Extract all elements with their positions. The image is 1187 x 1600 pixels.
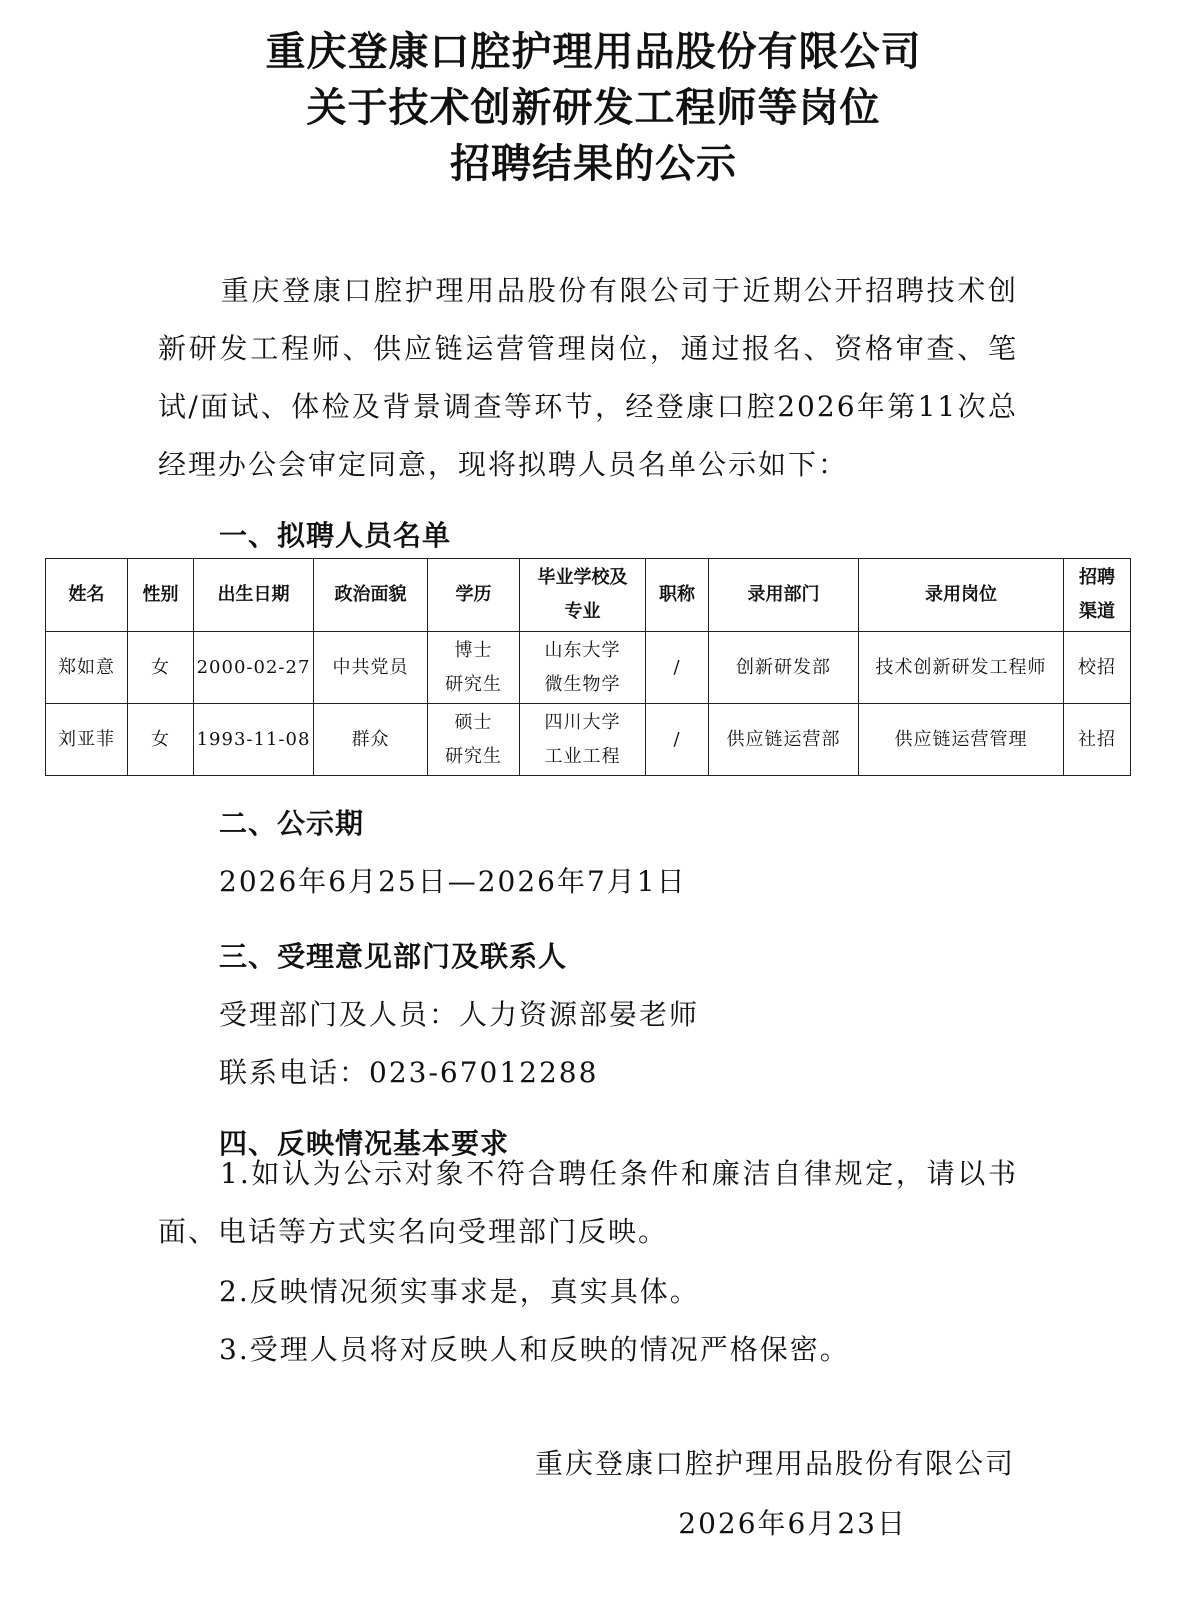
section3-heading: 三、受理意见部门及联系人 (219, 940, 568, 973)
cell-position: 供应链运营管理 (859, 704, 1064, 776)
title-line-2: 关于技术创新研发工程师等岗位 (306, 85, 881, 131)
table-header-row (46, 559, 1131, 632)
col-title: 职称 (646, 559, 709, 632)
cell-political: 群众 (314, 704, 428, 776)
requirement-item-3: 3.受理人员将对反映人和反映的情况严格保密。 (219, 1333, 850, 1366)
cell-birth: 2000-02-27 (194, 632, 314, 704)
intro-paragraph (158, 262, 1018, 494)
contact-label: 受理部门及人员： (219, 998, 460, 1031)
cell-major: 微生物学 (544, 673, 621, 695)
cell-title: / (646, 632, 709, 704)
col-school-major-line1: 毕业学校及 (537, 567, 628, 588)
col-channel-line2: 渠道 (1079, 601, 1115, 622)
col-name: 姓名 (46, 559, 128, 632)
cell-school-major (520, 632, 646, 704)
cell-school: 四川大学 (544, 711, 621, 733)
cell-education (428, 632, 520, 704)
cell-school: 山东大学 (544, 639, 621, 661)
phone-label: 联系电话： (219, 1056, 370, 1089)
col-gender: 性别 (128, 559, 194, 632)
requirement-item-2: 2.反映情况须实事求是，真实具体。 (219, 1275, 700, 1308)
cell-title: / (646, 704, 709, 776)
title-line-1: 重庆登康口腔护理用品股份有限公司 (265, 29, 922, 75)
col-position: 录用岗位 (859, 559, 1064, 632)
cell-channel: 社招 (1064, 704, 1131, 776)
cell-department: 供应链运营部 (709, 704, 859, 776)
contact-value: 人力资源部晏老师 (459, 998, 700, 1031)
cell-name: 郑如意 (46, 632, 128, 704)
cell-school-major (520, 704, 646, 776)
phone-line (219, 1053, 598, 1093)
col-channel (1064, 559, 1131, 632)
requirement-item-1-text: 1.如认为公示对象不符合聘任条件和廉洁自律规定，请以书面、电话等方式实名向受理部门反映。 (158, 1157, 1018, 1248)
section4-heading: 四、反映情况基本要求 (219, 1127, 510, 1160)
col-school-major (520, 559, 646, 632)
phone-value: 023-67012288 (369, 1056, 599, 1089)
col-department: 录用部门 (709, 559, 859, 632)
document-title (0, 24, 1187, 192)
intro-text: 重庆登康口腔护理用品股份有限公司于近期公开招聘技术创新研发工程师、供应链运营管理岗位，通过报名、资格审查、笔试/面试、体检及背景调查等环节，经登康口腔2026年第11次总经理办公会审定同意，现将拟聘人员名单公示如下： (158, 274, 1018, 481)
cell-department: 创新研发部 (709, 632, 859, 704)
cell-education-level: 研究生 (445, 745, 502, 767)
requirement-item-1 (158, 1145, 1018, 1261)
section1-heading: 一、拟聘人员名单 (219, 519, 452, 552)
signature-company: 重庆登康口腔护理用品股份有限公司 (534, 1447, 1015, 1480)
table-row (46, 632, 1131, 704)
cell-position: 技术创新研发工程师 (859, 632, 1064, 704)
table-row (46, 704, 1131, 776)
col-education: 学历 (428, 559, 520, 632)
notice-period: 2026年6月25日—2026年7月1日 (219, 865, 687, 898)
signature-date: 2026年6月23日 (678, 1507, 907, 1540)
col-birth: 出生日期 (194, 559, 314, 632)
cell-education-level: 研究生 (445, 673, 502, 695)
cell-name: 刘亚菲 (46, 704, 128, 776)
contact-line (219, 995, 699, 1035)
cell-gender: 女 (128, 704, 194, 776)
col-channel-line1: 招聘 (1079, 567, 1115, 588)
col-school-major-line2: 专业 (564, 601, 601, 622)
cell-major: 工业工程 (544, 745, 621, 767)
col-political: 政治面貌 (314, 559, 428, 632)
cell-education-degree: 硕士 (454, 711, 493, 733)
title-line-3: 招聘结果的公示 (450, 141, 737, 187)
cell-education-degree: 博士 (454, 639, 493, 661)
section2-heading: 二、公示期 (219, 807, 365, 840)
candidate-table (45, 558, 1131, 776)
cell-channel: 校招 (1064, 632, 1131, 704)
cell-gender: 女 (128, 632, 194, 704)
cell-birth: 1993-11-08 (194, 704, 314, 776)
cell-education (428, 704, 520, 776)
cell-political: 中共党员 (314, 632, 428, 704)
